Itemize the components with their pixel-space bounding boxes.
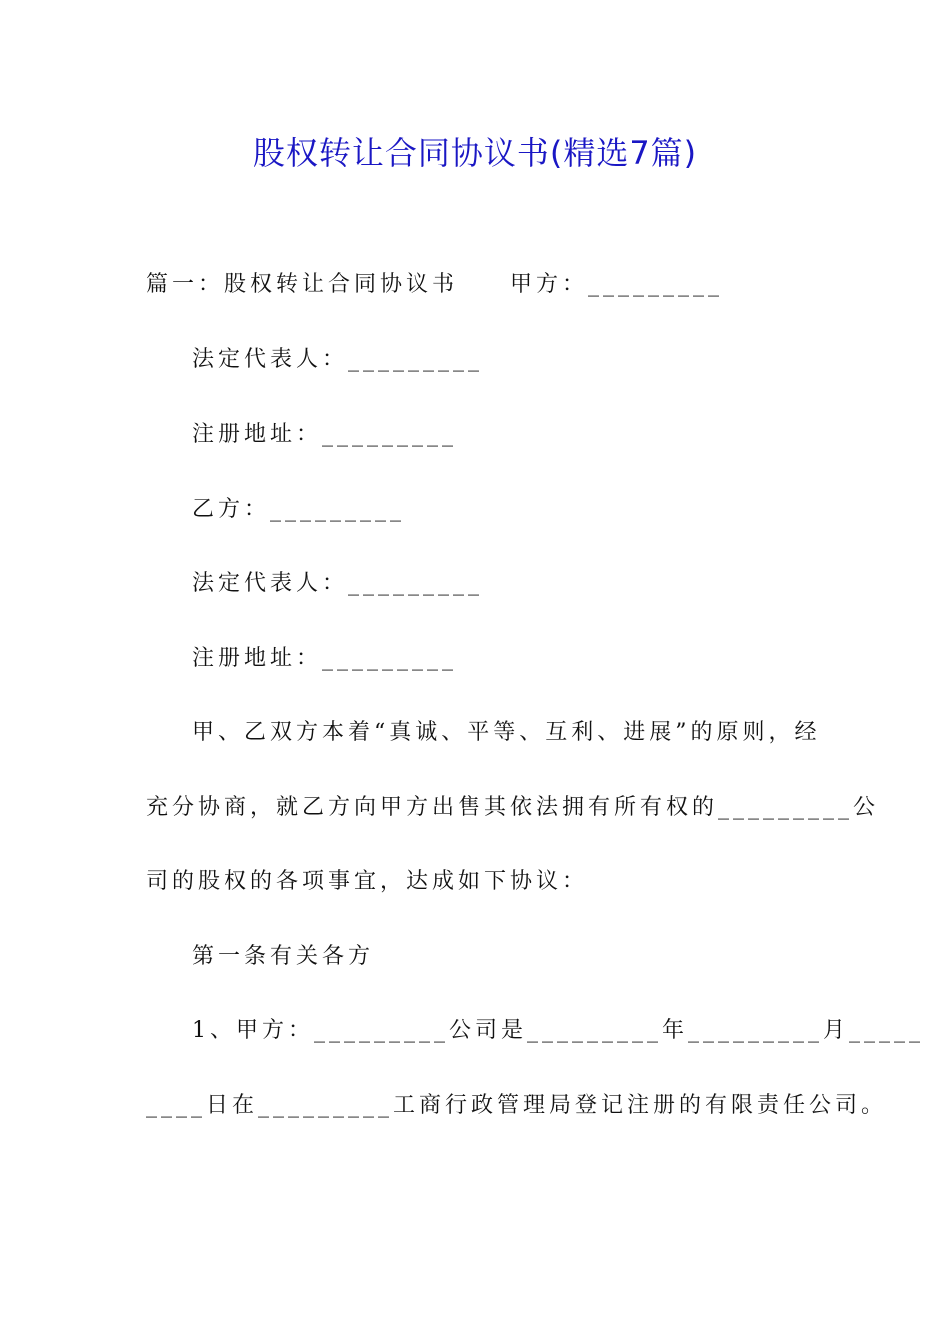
paragraph-line: 司的股权的各项事宜，达成如下协议：	[146, 869, 589, 894]
section-heading-line	[146, 270, 723, 300]
party-a-representative: 法定代表人：_________	[192, 347, 484, 372]
party-b-address: 注册地址：_________	[192, 646, 458, 671]
party-b-representative: 法定代表人：_________	[192, 571, 484, 596]
section-heading: 篇一：股权转让合同协议书	[146, 272, 459, 297]
party-a-address: 注册地址：_________	[192, 422, 458, 447]
clause-line: 1、甲方：_________公司是_________年_________月_____	[192, 1018, 924, 1043]
clause-line: ____日在_________工商行政管理局登记注册的有限责任公司。	[146, 1093, 888, 1118]
article-heading: 第一条有关各方	[192, 944, 375, 969]
party-a-label: 甲方：_________	[510, 272, 724, 297]
party-b-label: 乙方：_________	[192, 497, 406, 522]
document-title: 股权转让合同协议书(精选7篇)	[252, 134, 698, 172]
paragraph-line: 充分协商，就乙方向甲方出售其依法拥有所有权的_________公	[146, 795, 880, 820]
paragraph-line: 甲、乙双方本着“真诚、平等、互利、进展”的原则，经	[192, 720, 821, 745]
